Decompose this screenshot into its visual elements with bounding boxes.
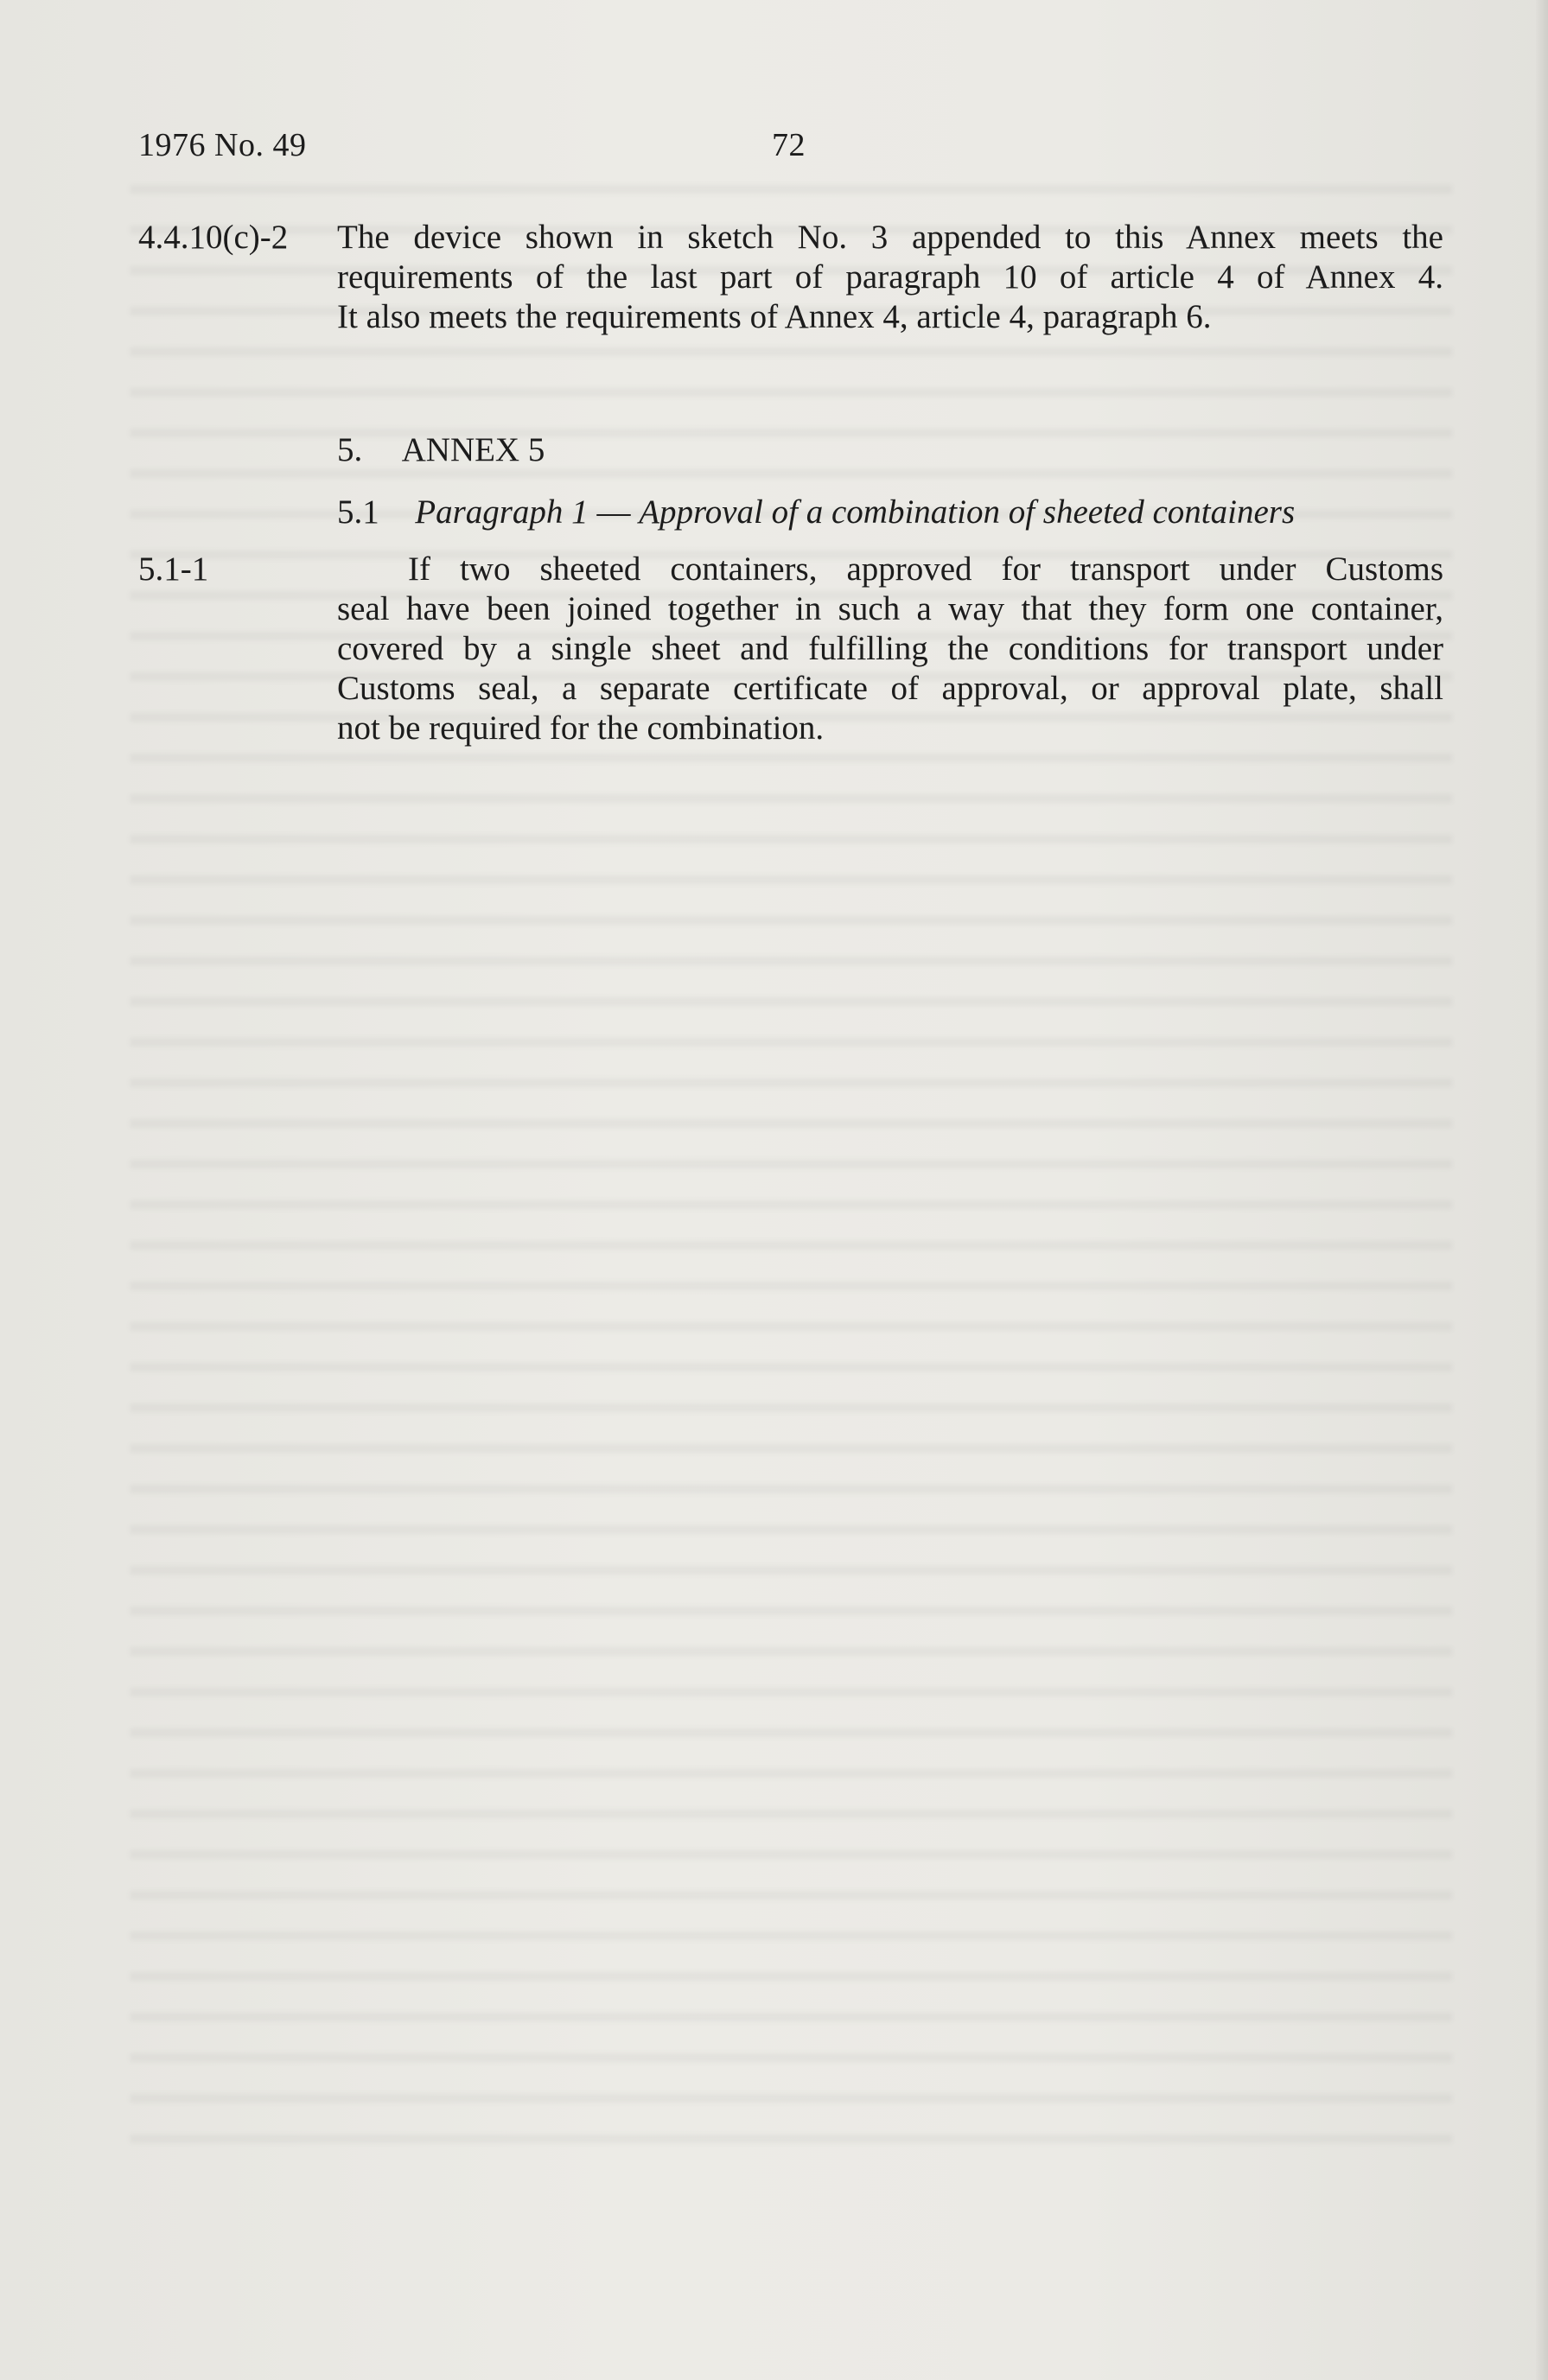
- text-line: If two sheeted containers, approved for transport under Customs: [408, 550, 1443, 588]
- sub-heading-paragraph: Paragraph 1: [415, 493, 589, 531]
- statute-year-number: 1976 No. 49: [138, 127, 307, 163]
- text-line: covered by a single sheet and fulfilling the conditions for transport under: [337, 630, 1443, 667]
- sub-heading-dash: —: [588, 493, 640, 531]
- text-line: seal have been joined together in such a way that they form one container,: [337, 590, 1443, 627]
- sub-heading-title: Approval of a combination of sheeted containers: [639, 493, 1296, 531]
- paragraph-text: [337, 218, 1443, 337]
- text-line: The device shown in sketch No. 3 appended to this Annex meets the: [337, 219, 1443, 256]
- text-line: Customs seal, a separate certificate of approval, or approval plate, shall: [337, 670, 1443, 707]
- annex-heading-number: 5.: [337, 431, 363, 468]
- paragraph-number: 5.1-1: [138, 550, 209, 588]
- paragraph-text: [337, 550, 1443, 748]
- paragraph-number: 4.4.10(c)-2: [138, 219, 289, 256]
- sub-heading-number: 5.1: [337, 493, 379, 531]
- text-line: requirements of the last part of paragraph 10 of article 4 of Annex 4.: [337, 258, 1443, 296]
- text-line: It also meets the requirements of Annex 4, article 4, paragraph 6.: [337, 298, 1212, 335]
- text-line: not be required for the combination.: [337, 710, 825, 747]
- reverse-side-show-through: [130, 156, 1452, 2143]
- annex-heading-title: ANNEX 5: [401, 431, 545, 468]
- page-number: 72: [772, 127, 806, 163]
- page-edge-shadow: [1536, 0, 1548, 2380]
